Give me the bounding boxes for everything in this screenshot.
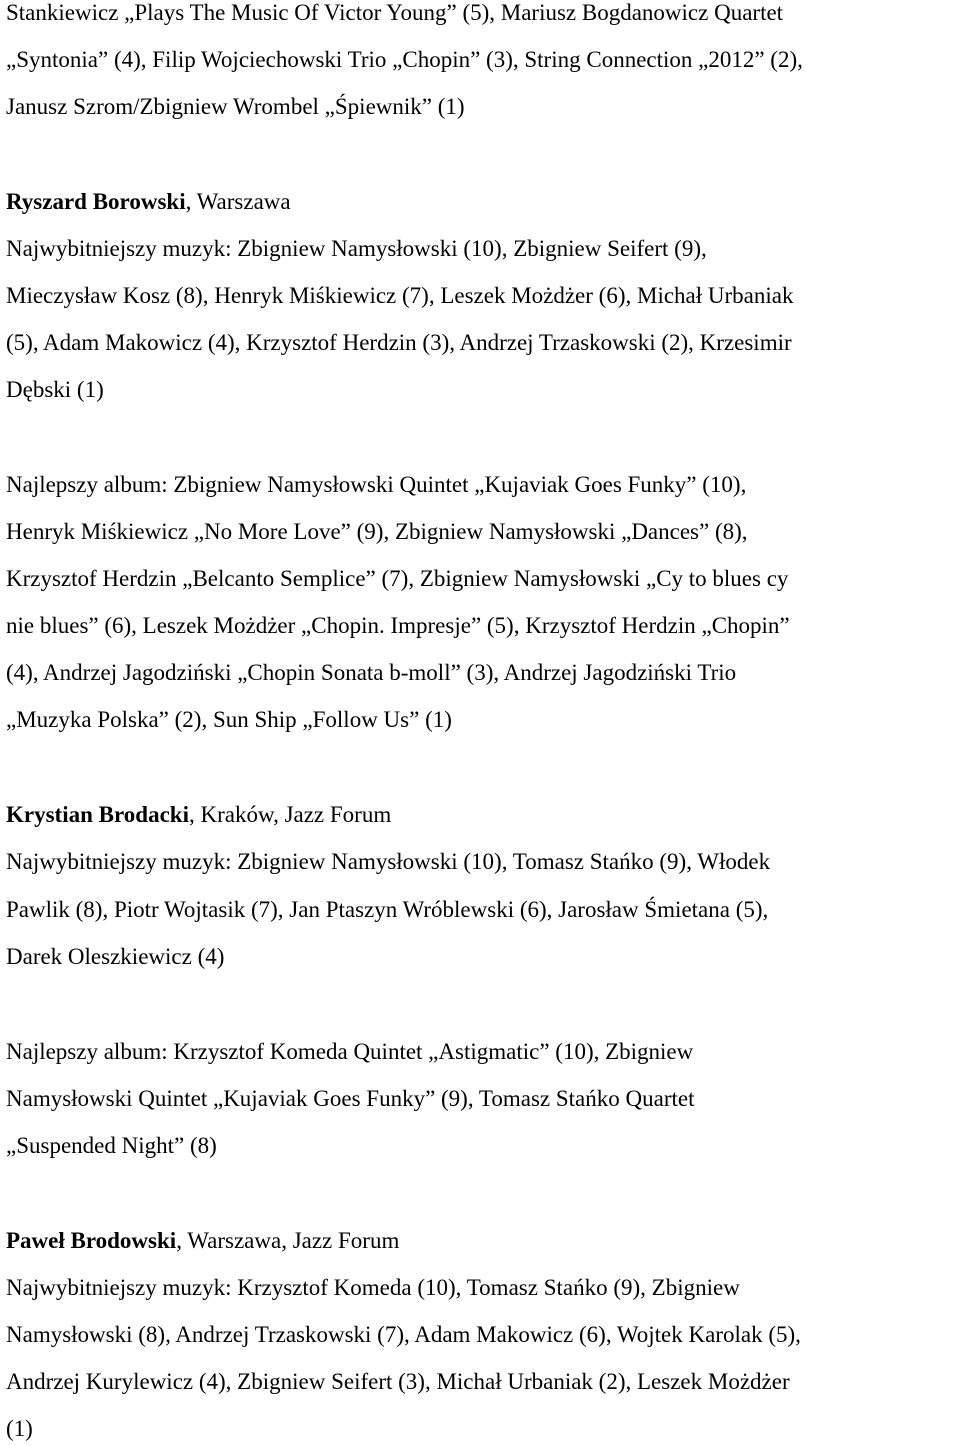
- musician-line: Najwybitniejszy muzyk: Zbigniew Namysłowski (10), Zbigniew Seifert (9),: [6, 236, 707, 261]
- musician-line: (1): [6, 1416, 33, 1441]
- juror-affiliation: , Warszawa: [185, 189, 291, 214]
- juror-name: Ryszard Borowski: [6, 189, 186, 214]
- entry-header: [6, 187, 291, 217]
- album-line: (4), Andrzej Jagodziński „Chopin Sonata b-moll” (3), Andrzej Jagodziński Trio: [6, 660, 737, 685]
- continuation-line: Janusz Szrom/Zbigniew Wrombel „Śpiewnik” (1): [6, 94, 465, 119]
- album-line: Najlepszy album: Krzysztof Komeda Quintet „Astigmatic” (10), Zbigniew: [6, 1039, 694, 1064]
- entry-header: [6, 800, 391, 830]
- musician-line: Darek Oleszkiewicz (4): [6, 944, 225, 969]
- juror-affiliation: , Kraków, Jazz Forum: [188, 802, 392, 827]
- musician-line: Dębski (1): [6, 377, 104, 402]
- juror-name: Paweł Brodowski: [6, 1228, 177, 1253]
- musician-line: Najwybitniejszy muzyk: Krzysztof Komeda (10), Tomasz Stańko (9), Zbigniew: [6, 1275, 740, 1300]
- continuation-line: „Syntonia” (4), Filip Wojciechowski Trio „Chopin” (3), String Connection „2012” (2),: [6, 47, 803, 72]
- album-line: Krzysztof Herdzin „Belcanto Semplice” (7), Zbigniew Namysłowski „Cy to blues cy: [6, 566, 789, 591]
- musician-line: Namysłowski (8), Andrzej Trzaskowski (7), Adam Makowicz (6), Wojtek Karolak (5),: [6, 1322, 801, 1347]
- album-line: Najlepszy album: Zbigniew Namysłowski Quintet „Kujaviak Goes Funky” (10),: [6, 472, 747, 497]
- album-line: nie blues” (6), Leszek Możdżer „Chopin. Impresje” (5), Krzysztof Herdzin „Chopin”: [6, 613, 790, 638]
- juror-name: Krystian Brodacki: [6, 802, 189, 827]
- album-line: Henryk Miśkiewicz „No More Love” (9), Zbigniew Namysłowski „Dances” (8),: [6, 519, 748, 544]
- musician-line: Andrzej Kurylewicz (4), Zbigniew Seifert (3), Michał Urbaniak (2), Leszek Możdżer: [6, 1369, 790, 1394]
- album-line: „Suspended Night” (8): [6, 1133, 217, 1158]
- juror-affiliation: , Warszawa, Jazz Forum: [176, 1228, 400, 1253]
- entry-header: [6, 1226, 399, 1256]
- continuation-line: Stankiewicz „Plays The Music Of Victor Young” (5), Mariusz Bogdanowicz Quartet: [6, 0, 784, 25]
- musician-line: (5), Adam Makowicz (4), Krzysztof Herdzin (3), Andrzej Trzaskowski (2), Krzesimir: [6, 330, 792, 355]
- musician-line: Najwybitniejszy muzyk: Zbigniew Namysłowski (10), Tomasz Stańko (9), Włodek: [6, 849, 771, 874]
- musician-line: Pawlik (8), Piotr Wojtasik (7), Jan Ptaszyn Wróblewski (6), Jarosław Śmietana (5),: [6, 897, 769, 922]
- musician-line: Mieczysław Kosz (8), Henryk Miśkiewicz (7), Leszek Możdżer (6), Michał Urbaniak: [6, 283, 794, 308]
- album-line: „Muzyka Polska” (2), Sun Ship „Follow Us” (1): [6, 707, 452, 732]
- album-line: Namysłowski Quintet „Kujaviak Goes Funky” (9), Tomasz Stańko Quartet: [6, 1086, 695, 1111]
